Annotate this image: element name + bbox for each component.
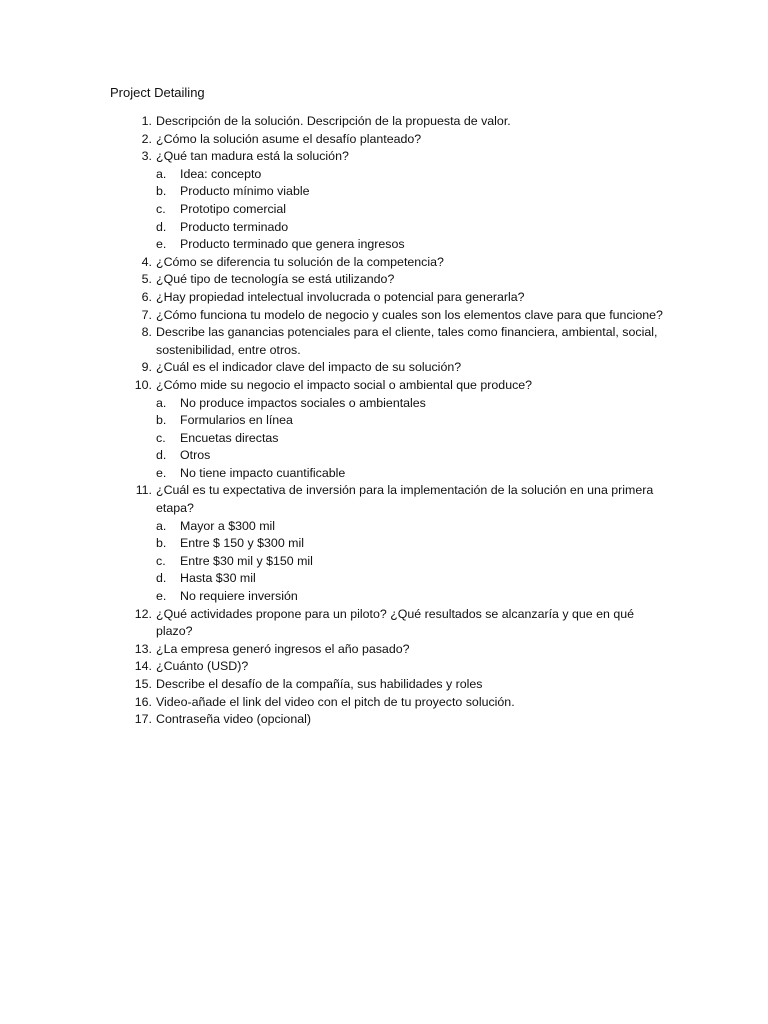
question-number: 16. — [134, 694, 152, 709]
question-text: ¿Qué actividades propone para un piloto? ¿Qué resultados se alcanzaría y que en qué plazo? — [156, 606, 635, 639]
question-number: 15. — [134, 677, 152, 691]
question-number: 7. — [141, 307, 152, 322]
option-text: Producto mínimo viable — [180, 184, 310, 199]
question-number: 11. — [135, 483, 152, 498]
question-number: 17. — [134, 712, 152, 727]
option-text: Hasta $30 mil — [180, 571, 256, 586]
question-number: 12. — [134, 606, 152, 621]
option-text: Otros — [180, 448, 211, 463]
option-text: Formularios en línea — [180, 413, 293, 428]
option-letter: c. — [156, 430, 166, 445]
question-item — [110, 324, 670, 359]
option-text: Prototipo comercial — [180, 201, 287, 216]
question-text: Describe las ganancias potenciales para el cliente, tales como financiera, ambiental, social, sostenibilidad, entre otros. — [156, 325, 658, 357]
question-number: 14. — [134, 659, 152, 674]
option-letter: e. — [156, 465, 167, 480]
question-item — [110, 131, 670, 149]
option-letter: a. — [156, 166, 167, 181]
option-item — [110, 430, 670, 448]
question-item — [110, 377, 670, 483]
option-item — [110, 588, 670, 606]
option-letter: d. — [156, 448, 167, 463]
option-list — [110, 166, 670, 254]
option-letter: b. — [156, 536, 167, 551]
option-item — [110, 395, 670, 413]
option-list — [110, 518, 670, 606]
option-item — [110, 201, 670, 219]
question-number: 2. — [141, 131, 152, 146]
page-title: Project Detailing — [110, 85, 205, 100]
question-number: 8. — [141, 325, 152, 340]
option-letter: d. — [156, 571, 167, 586]
question-item — [110, 658, 670, 676]
question-text: Video-añade el link del video con el pitch de tu proyecto solución. — [156, 694, 515, 709]
option-letter: a. — [156, 395, 167, 410]
option-text: Entre $ 150 y $300 mil — [180, 536, 304, 551]
question-text: Contraseña video (opcional) — [156, 712, 311, 727]
option-item — [110, 412, 670, 430]
question-number: 1. — [141, 114, 152, 128]
option-list — [110, 395, 670, 483]
option-item — [110, 166, 670, 184]
question-item — [110, 694, 670, 712]
question-item — [110, 676, 670, 694]
option-text: Producto terminado — [180, 219, 289, 234]
question-number: 3. — [141, 149, 152, 164]
question-text: Describe el desafío de la compañía, sus habilidades y roles — [156, 677, 483, 691]
option-item — [110, 219, 670, 237]
question-text: Descripción de la solución. Descripción de la propuesta de valor. — [156, 114, 511, 128]
question-item — [110, 359, 670, 377]
question-item — [110, 307, 670, 325]
option-text: No tiene impacto cuantificable — [180, 465, 346, 480]
question-text: ¿Cómo se diferencia tu solución de la competencia? — [156, 254, 444, 269]
option-letter: a. — [156, 518, 167, 533]
question-item — [110, 254, 670, 272]
question-number: 13. — [134, 641, 152, 656]
option-letter: d. — [156, 219, 167, 234]
option-item — [110, 465, 670, 483]
question-item — [110, 148, 670, 254]
option-item — [110, 553, 670, 571]
option-item — [110, 570, 670, 588]
question-text: ¿Cómo la solución asume el desafío planteado? — [156, 131, 422, 146]
option-text: Producto terminado que genera ingresos — [180, 237, 405, 252]
option-letter: b. — [156, 413, 167, 428]
option-text: No requiere inversión — [180, 589, 298, 604]
question-item — [110, 711, 670, 729]
question-text: ¿Cómo funciona tu modelo de negocio y cuales son los elementos clave para que funcione? — [156, 307, 663, 322]
question-number: 10. — [134, 377, 152, 392]
option-text: Mayor a $300 mil — [180, 518, 276, 533]
option-text: Idea: concepto — [180, 166, 262, 181]
question-item — [110, 482, 670, 605]
option-text: No produce impactos sociales o ambientales — [180, 395, 426, 410]
option-item — [110, 447, 670, 465]
question-number: 6. — [141, 289, 152, 304]
question-item — [110, 641, 670, 659]
option-text: Encuetas directas — [180, 430, 279, 445]
question-list — [110, 113, 670, 729]
question-item — [110, 606, 670, 641]
question-text: ¿Qué tan madura está la solución? — [156, 149, 349, 164]
question-number: 9. — [141, 360, 152, 375]
option-item — [110, 236, 670, 254]
question-text: ¿Hay propiedad intelectual involucrada o potencial para generarla? — [156, 289, 525, 304]
option-letter: c. — [156, 201, 166, 216]
option-item — [110, 518, 670, 536]
question-text: ¿Cuál es el indicador clave del impacto de su solución? — [156, 360, 462, 375]
option-letter: b. — [156, 184, 167, 199]
option-item — [110, 535, 670, 553]
question-text: ¿Qué tipo de tecnología se está utilizando? — [156, 272, 395, 287]
question-item — [110, 113, 670, 131]
option-letter: e. — [156, 237, 167, 252]
question-item — [110, 271, 670, 289]
option-item — [110, 183, 670, 201]
question-number: 4. — [141, 254, 152, 269]
option-text: Entre $30 mil y $150 mil — [180, 553, 313, 568]
question-text: ¿Cuál es tu expectativa de inversión para la implementación de la solución en una primera etapa? — [156, 483, 654, 516]
option-letter: c. — [156, 553, 166, 568]
question-text: ¿Cómo mide su negocio el impacto social o ambiental que produce? — [156, 377, 533, 392]
question-text: ¿La empresa generó ingresos el año pasado? — [156, 641, 410, 656]
question-item — [110, 289, 670, 307]
question-text: ¿Cuánto (USD)? — [156, 659, 249, 674]
option-letter: e. — [156, 589, 167, 604]
question-number: 5. — [141, 272, 152, 287]
